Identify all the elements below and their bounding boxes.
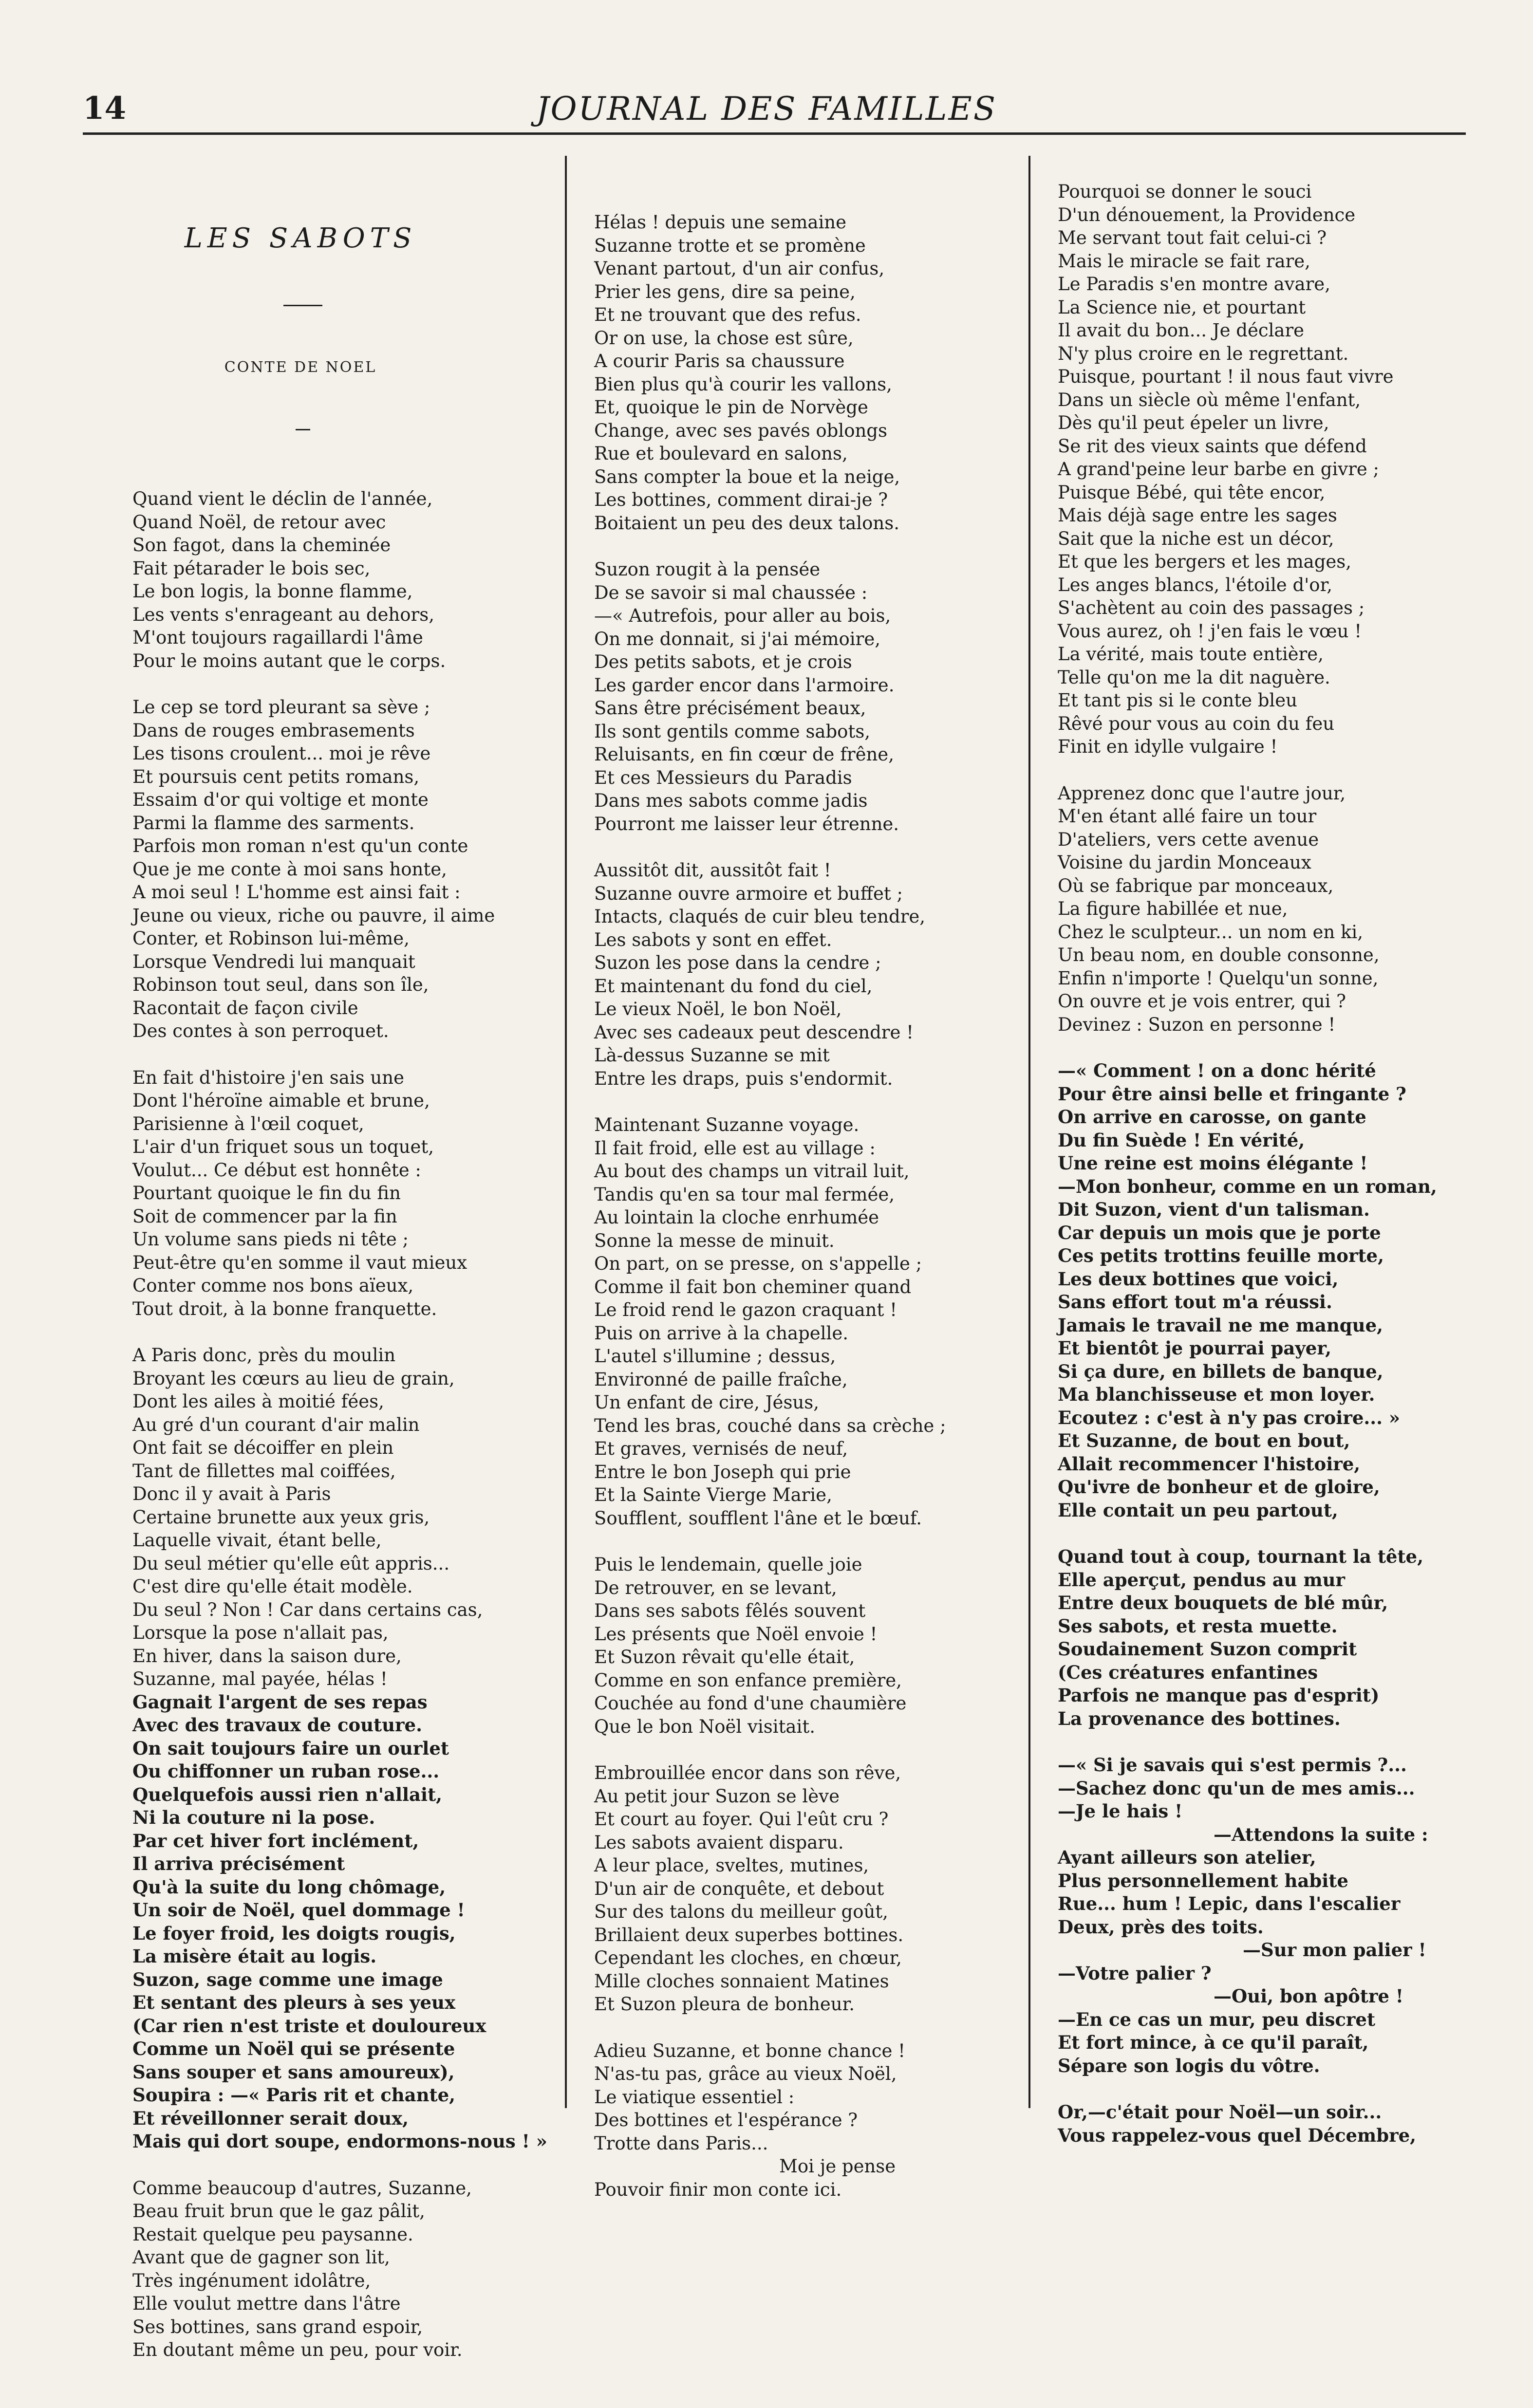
poem-line: Et, quoique le pin de Norvège	[594, 397, 868, 418]
poem-line: Sur des talons du meilleur goût,	[594, 1901, 888, 1922]
poem-line: Ou chiffonner un ruban rose...	[132, 1760, 440, 1782]
poem-line: Les anges blancs, l'étoile d'or,	[1058, 574, 1332, 595]
poem-line: Avec ses cadeaux peut descendre !	[594, 1021, 914, 1043]
poem-line: Mais déjà sage entre les sages	[1058, 505, 1337, 526]
poem-line: Le viatique essentiel :	[594, 2086, 795, 2108]
poem-line: La provenance des bottines.	[1058, 1707, 1341, 1729]
poem-line: Du seul métier qu'elle eût appris...	[132, 1553, 450, 1574]
poem-line: Pourquoi se donner le souci	[1058, 181, 1312, 202]
poem-line: Tout droit, à la bonne franquette.	[132, 1298, 437, 1319]
poem-line: Apprenez donc que l'autre jour,	[1058, 782, 1346, 804]
poem-line: Boitaient un peu des deux talons.	[594, 512, 899, 534]
column1-body	[132, 487, 561, 2362]
poem-line: Les deux bottines que voici,	[1058, 1268, 1339, 1290]
poem-line: On arrive en carosse, on gante	[1058, 1106, 1366, 1128]
poem-line: Entre le bon Joseph qui prie	[594, 1461, 851, 1482]
poem-line: Le bon logis, la bonne flamme,	[132, 581, 413, 602]
poem-title: LES SABOTS	[184, 222, 417, 254]
poem-line: Tandis qu'en sa tour mal fermée,	[594, 1184, 895, 1205]
poem-line: Suzanne trotte et se promène	[594, 235, 866, 256]
poem-line: Quand vient le déclin de l'année,	[132, 488, 433, 509]
poem-line: Dès qu'il peut épeler un livre,	[1058, 412, 1329, 433]
text-column-2	[594, 165, 1023, 2248]
poem-line: Telle qu'on me la dit naguère.	[1058, 667, 1330, 688]
text-column-1	[132, 161, 561, 2408]
poem-line: Dans un siècle où même l'enfant,	[1058, 389, 1361, 410]
poem-line: Par cet hiver fort inclément,	[132, 1830, 419, 1852]
poem-line: Hélas ! depuis une semaine	[594, 212, 847, 233]
poem-line: —Votre palier ?	[1058, 1962, 1212, 1984]
poem-line: Le foyer froid, les doigts rougis,	[132, 1922, 456, 1944]
poem-line: Le vieux Noël, le bon Noël,	[594, 999, 842, 1019]
poem-line: Un beau nom, en double consonne,	[1058, 945, 1380, 965]
poem-line: Au bout des champs un vitrail luit,	[594, 1161, 910, 1182]
poem-line: Ayant ailleurs son atelier,	[1058, 1847, 1316, 1868]
poem-line: Et la Sainte Vierge Marie,	[594, 1484, 832, 1505]
poem-line: Pourtant quoique le fin du fin	[132, 1183, 401, 1204]
stanza	[1058, 1545, 1486, 1730]
page-header	[0, 0, 1533, 146]
poem-line: Au lointain la cloche enrhumée	[594, 1207, 879, 1228]
poem-line: Peut-être qu'en somme il vaut mieux	[132, 1252, 467, 1273]
stanza	[594, 1113, 1023, 1530]
poem-line: —Je le hais !	[1058, 1800, 1183, 1822]
poem-line: Suzon rougit à la pensée	[594, 559, 821, 580]
poem-line: Bien plus qu'à courir les vallons,	[594, 373, 892, 395]
poem-line: Sans effort tout m'a réussi.	[1058, 1291, 1332, 1313]
poem-line: Les sabots y sont en effet.	[594, 929, 832, 950]
poem-line: Les bottines, comment dirai-je ?	[594, 489, 888, 510]
poem-line: Dont les ailes à moitié fées,	[132, 1391, 384, 1412]
poem-subtitle: CONTE DE NOEL	[224, 359, 377, 376]
poem-line: Soupira : —« Paris rit et chante,	[132, 2084, 456, 2106]
poem-line: Lorsque la pose n'allait pas,	[132, 1622, 389, 1643]
poem-line: Suzon, sage comme une image	[132, 1968, 443, 1990]
poem-line: Avec des travaux de couture.	[132, 1714, 422, 1736]
poem-line: Moi je pense	[779, 2156, 896, 2177]
poem-line: M'en étant allé faire un tour	[1058, 806, 1317, 827]
poem-line: Et réveillonner serait doux,	[132, 2107, 409, 2129]
poem-line: Et Suzanne, de bout en bout,	[1058, 1430, 1350, 1451]
column-divider-2	[1028, 156, 1030, 2108]
poem-line: Finit en idylle vulgaire !	[1058, 736, 1278, 757]
poem-line: Les sabots avaient disparu.	[594, 1832, 844, 1853]
poem-line: Certaine brunette aux yeux gris,	[132, 1506, 430, 1528]
poem-line: Mais le miracle se fait rare,	[1058, 250, 1310, 272]
poem-line: Suzanne, mal payée, hélas !	[132, 1668, 388, 1689]
poem-line: Le froid rend le gazon craquant !	[594, 1299, 897, 1320]
poem-line: Rue... hum ! Lepic, dans l'escalier	[1058, 1893, 1401, 1914]
poem-line: Or,—c'était pour Noël—un soir...	[1058, 2101, 1382, 2123]
poem-line: Le Paradis s'en montre avare,	[1058, 274, 1330, 295]
stanza	[132, 696, 561, 1043]
poem-line: Puis le lendemain, quelle joie	[594, 1554, 862, 1575]
poem-line: Du fin Suède ! En vérité,	[1058, 1129, 1305, 1151]
poem-line: Que le bon Noël visitait.	[594, 1716, 815, 1737]
poem-line: Ma blanchisseuse et mon loyer.	[1058, 1384, 1375, 1405]
poem-line: On me donnait, si j'ai mémoire,	[594, 628, 880, 649]
poem-line: Dit Suzon, vient d'un talisman.	[1058, 1199, 1370, 1220]
poem-line: Sans être précisément beaux,	[594, 698, 866, 719]
poem-line: Ont fait se décoiffer en plein	[132, 1437, 394, 1458]
poem-line: Et fort mince, à ce qu'il paraît,	[1058, 2032, 1369, 2053]
poem-line: Comme en son enfance première,	[594, 1669, 902, 1691]
poem-line: Il fait froid, elle est au village :	[594, 1137, 876, 1159]
poem-line: Les présents que Noël envoie !	[594, 1623, 878, 1645]
poem-line: L'autel s'illumine ; dessus,	[594, 1346, 836, 1367]
poem-line: Venant partout, d'un air confus,	[594, 258, 885, 279]
poem-line: Qu'à la suite du long chômage,	[132, 1876, 446, 1898]
poem-line: Pouvoir finir mon conte ici.	[594, 2179, 842, 2200]
poem-line: Sait que la niche est un décor,	[1058, 528, 1334, 549]
poem-line: Très ingénument idolâtre,	[132, 2270, 371, 2291]
stanza	[132, 1066, 561, 1321]
poem-line: —Attendons la suite :	[1214, 1823, 1428, 1845]
poem-line: Intacts, claqués de cuir bleu tendre,	[594, 906, 926, 927]
poem-line: Suzon les pose dans la cendre ;	[594, 952, 881, 973]
stanza	[1058, 1059, 1486, 1522]
poem-line: Entre deux bouquets de blé mûr,	[1058, 1592, 1388, 1613]
poem-line: Brillaient deux superbes bottines.	[594, 1924, 904, 1945]
poem-line: Prier les gens, dire sa peine,	[594, 281, 856, 302]
poem-line: Les tisons croulent... moi je rêve	[132, 743, 431, 764]
poem-line: Broyant les cœurs au lieu de grain,	[132, 1368, 455, 1389]
poem-line: S'achètent au coin des passages ;	[1058, 597, 1365, 618]
poem-line: Devinez : Suzon en personne !	[1058, 1014, 1336, 1035]
poem-line: Un soir de Noël, quel dommage !	[132, 1899, 465, 1921]
poem-line: Une reine est moins élégante !	[1058, 1152, 1368, 1174]
poem-line: Reluisants, en fin cœur de frêne,	[594, 744, 894, 765]
poem-line: Des contes à son perroquet.	[132, 1020, 389, 1041]
poem-line: M'ont toujours ragaillardi l'âme	[132, 627, 423, 648]
poem-line: La misère était au logis.	[132, 1945, 377, 1967]
poem-line: Tend les bras, couché dans sa crèche ;	[594, 1415, 946, 1436]
poem-line: D'ateliers, vers cette avenue	[1058, 829, 1319, 850]
poem-line: Un volume sans pieds ni tête ;	[132, 1229, 409, 1250]
poem-line: Voulut... Ce début est honnête :	[132, 1159, 421, 1181]
poem-line: Ses sabots, et resta muette.	[1058, 1615, 1338, 1637]
poem-line: On ouvre et je vois entrer, qui ?	[1058, 991, 1346, 1012]
poem-line: Gagnait l'argent de ses repas	[132, 1691, 428, 1713]
poem-line: Se rit des vieux saints que défend	[1058, 435, 1367, 457]
poem-line: Voisine du jardin Monceaux	[1058, 852, 1311, 873]
poem-line: —Mon bonheur, comme en un roman,	[1058, 1175, 1437, 1197]
poem-line: Quand tout à coup, tournant la tête,	[1058, 1546, 1423, 1567]
poem-line: La figure habillée et nue,	[1058, 898, 1288, 919]
poem-line: En fait d'histoire j'en sais une	[132, 1067, 404, 1088]
page-number: 14	[83, 90, 127, 127]
poem-line: Mais qui dort soupe, endormons-nous ! »	[132, 2130, 547, 2152]
poem-line: Sans souper et sans amoureux),	[132, 2061, 455, 2083]
poem-line: Et Suzon pleura de bonheur.	[594, 1994, 855, 2015]
poem-line: Là-dessus Suzanne se mit	[594, 1045, 830, 1066]
poem-line: Elle voulut mettre dans l'âtre	[132, 2293, 401, 2314]
text-column-3	[1058, 134, 1486, 2194]
column2-body	[594, 211, 1023, 2201]
poem-line: Elle aperçut, pendus au mur	[1058, 1569, 1345, 1591]
poem-line: A grand'peine leur barbe en givre ;	[1058, 459, 1380, 480]
poem-line: Dans ses sabots fêlés souvent	[594, 1600, 866, 1621]
poem-line: Laquelle vivait, étant belle,	[132, 1530, 382, 1551]
poem-line: Ces petits trottins feuille morte,	[1058, 1245, 1384, 1266]
poem-line: Son fagot, dans la cheminée	[132, 535, 391, 556]
poem-line: Parmi la flamme des sarments.	[132, 812, 415, 834]
poem-line: Soudainement Suzon comprit	[1058, 1638, 1357, 1660]
poem-line: A Paris donc, près du moulin	[132, 1345, 396, 1366]
poem-line: La Science nie, et pourtant	[1058, 296, 1306, 318]
poem-line: Racontait de façon civile	[132, 997, 358, 1019]
poem-line: Et maintenant du fond du ciel,	[594, 975, 873, 997]
poem-line: Pourront me laisser leur étrenne.	[594, 813, 899, 834]
poem-line: Il avait du bon... Je déclare	[1058, 320, 1305, 341]
poem-line: De se savoir si mal chaussée :	[594, 582, 868, 603]
poem-line: —Sachez donc qu'un de mes amis...	[1058, 1777, 1415, 1799]
stanza	[594, 2039, 1023, 2202]
stanza	[1058, 2101, 1486, 2147]
poem-line: Dans mes sabots comme jadis	[594, 790, 868, 811]
poem-line: Robinson tout seul, dans son île,	[132, 974, 429, 995]
stanza	[1058, 782, 1486, 1037]
subtitle-rule	[296, 429, 310, 430]
poem-line: Sonne la messe de minuit.	[594, 1230, 835, 1251]
poem-line: Au gré d'un courant d'air malin	[132, 1414, 420, 1435]
poem-line: Et sentant des pleurs à ses yeux	[132, 1992, 456, 2013]
poem-line: A moi seul ! L'homme est ainsi fait :	[132, 882, 461, 903]
poem-line: Plus personnellement habite	[1058, 1870, 1348, 1891]
stanza	[594, 558, 1023, 835]
poem-line: D'un air de conquête, et debout	[594, 1878, 884, 1899]
poem-line: Fait pétarader le bois sec,	[132, 557, 371, 579]
poem-line: Dans de rouges embrasements	[132, 720, 415, 741]
poem-line: —« Comment ! on a donc hérité	[1058, 1060, 1376, 1081]
poem-line: Elle contait un peu partout,	[1058, 1499, 1338, 1521]
poem-line: A courir Paris sa chaussure	[594, 351, 845, 371]
poem-line: Beau fruit brun que le gaz pâlit,	[132, 2201, 425, 2222]
poem-line: Maintenant Suzanne voyage.	[594, 1114, 860, 1135]
column3-body	[1058, 180, 1486, 2147]
journal-title: JOURNAL DES FAMILLES	[536, 90, 997, 128]
poem-line: —« Autrefois, pour aller au bois,	[594, 605, 891, 626]
stanza	[594, 1553, 1023, 1738]
poem-line: Du seul ? Non ! Car dans certains cas,	[132, 1599, 483, 1620]
poem-line: —Oui, bon apôtre !	[1214, 1985, 1404, 2007]
poem-line: Comme un Noël qui se présente	[132, 2038, 455, 2059]
poem-line: Donc il y avait à Paris	[132, 1483, 331, 1504]
poem-line: Parfois ne manque pas d'esprit)	[1058, 1685, 1380, 1706]
poem-line: Lorsque Vendredi lui manquait	[132, 951, 415, 972]
poem-line: Essaim d'or qui voltige et monte	[132, 789, 429, 810]
poem-line: Vous rappelez-vous quel Décembre,	[1058, 2124, 1416, 2146]
poem-line: Trotte dans Paris...	[594, 2132, 768, 2154]
poem-line: On sait toujours faire un ourlet	[132, 1737, 449, 1759]
poem-line: Aussitôt dit, aussitôt fait !	[594, 860, 831, 881]
poem-line: Entre les draps, puis s'endormit.	[594, 1068, 893, 1089]
poem-line: Le cep se tord pleurant sa sève ;	[132, 697, 430, 718]
poem-line: Parfois mon roman n'est qu'un conte	[132, 835, 468, 856]
poem-line: Restait quelque peu paysanne.	[132, 2223, 413, 2245]
poem-line: En doutant même un peu, pour voir.	[132, 2339, 463, 2360]
poem-line: Qu'ivre de bonheur et de gloire,	[1058, 1476, 1380, 1498]
poem-line: Si ça dure, en billets de banque,	[1058, 1360, 1383, 1382]
poem-line: Embrouillée encor dans son rêve,	[594, 1762, 901, 1783]
poem-line: Couchée au fond d'une chaumière	[594, 1693, 907, 1714]
poem-line: Des bottines et l'espérance ?	[594, 2110, 858, 2130]
poem-line: Rêvé pour vous au coin du feu	[1058, 713, 1335, 734]
poem-line: Deux, près des toits.	[1058, 1916, 1264, 1938]
stanza	[1058, 1754, 1486, 2077]
poem-line: Des petits sabots, et je crois	[594, 651, 852, 672]
poem-line: A leur place, sveltes, mutines,	[594, 1855, 869, 1876]
stanza	[594, 859, 1023, 1090]
poem-line: Puis on arrive à la chapelle.	[594, 1322, 848, 1344]
poem-line: Où se fabrique par monceaux,	[1058, 875, 1334, 896]
poem-line: Parisienne à l'œil coquet,	[132, 1113, 364, 1134]
poem-line: Ni la couture ni la pose.	[132, 1807, 375, 1828]
poem-line: Tant de fillettes mal coiffées,	[132, 1460, 396, 1482]
poem-line: On part, on se presse, on s'appelle ;	[594, 1253, 922, 1274]
poem-line: Et ces Messieurs du Paradis	[594, 767, 852, 788]
poem-line: L'air d'un friquet sous un toquet,	[132, 1136, 434, 1157]
poem-line: Quand Noël, de retour avec	[132, 511, 386, 533]
poem-line: Quelquefois aussi rien n'allait,	[132, 1783, 443, 1805]
poem-line: Sépare son logis du vôtre.	[1058, 2055, 1320, 2076]
poem-line: (Ces créatures enfantines	[1058, 1661, 1318, 1683]
poem-line: Puisque Bébé, qui tête encor,	[1058, 482, 1326, 503]
stanza	[594, 1761, 1023, 2016]
poem-line: —« Si je savais qui s'est permis ?...	[1058, 1754, 1407, 1776]
poem-line: Cependant les cloches, en chœur,	[594, 1947, 902, 1968]
poem-line: Et Suzon rêvait qu'elle était,	[594, 1647, 855, 1667]
poem-line: (Car rien n'est triste et douloureux	[132, 2015, 486, 2037]
stanza	[594, 211, 1023, 535]
poem-line: Et court au foyer. Qui l'eût cru ?	[594, 1809, 889, 1830]
poem-line: Mille cloches sonnaient Matines	[594, 1970, 889, 1992]
poem-line: Or on use, la chose est sûre,	[594, 327, 854, 349]
poem-line: D'un dénouement, la Providence	[1058, 204, 1356, 225]
poem-line: Allait recommencer l'histoire,	[1058, 1453, 1361, 1475]
poem-line: Ecoutez : c'est à n'y pas croire... »	[1058, 1407, 1401, 1428]
poem-line: Dont l'héroïne aimable et brune,	[132, 1090, 430, 1111]
poem-line: Et ne trouvant que des refus.	[594, 304, 861, 325]
title-rule	[283, 305, 322, 306]
poem-line: Conter comme nos bons aïeux,	[132, 1275, 414, 1296]
poem-line: Comme beaucoup d'autres, Suzanne,	[132, 2177, 472, 2199]
poem-line: Ses bottines, sans grand espoir,	[132, 2316, 423, 2337]
poem-line: Puisque, pourtant ! il nous faut vivre	[1058, 366, 1394, 387]
poem-line: Les garder encor dans l'armoire.	[594, 674, 895, 696]
poem-line: Soit de commencer par la fin	[132, 1205, 397, 1227]
poem-line: —Sur mon palier !	[1243, 1939, 1426, 1961]
poem-line: Change, avec ses pavés oblongs	[594, 420, 887, 441]
poem-line: N'y plus croire en le regrettant.	[1058, 343, 1349, 364]
poem-line: Et que les bergers et les mages,	[1058, 551, 1352, 572]
poem-line: Vous aurez, oh ! j'en fais le vœu !	[1058, 620, 1362, 642]
poem-line: C'est dire qu'elle était modèle.	[132, 1576, 413, 1597]
poem-line: Ils sont gentils comme sabots,	[594, 721, 871, 742]
poem-line: Et tant pis si le conte bleu	[1058, 690, 1297, 711]
poem-line: Il arriva précisément	[132, 1853, 345, 1874]
poem-line: Car depuis un mois que je porte	[1058, 1222, 1381, 1243]
poem-line: Enfin n'importe ! Quelqu'un sonne,	[1058, 967, 1379, 989]
poem-line: Chez le sculpteur... un nom en ki,	[1058, 921, 1363, 943]
poem-line: Pour être ainsi belle et fringante ?	[1058, 1083, 1406, 1105]
stanza	[132, 2177, 561, 2362]
poem-line: Jamais le travail ne me manque,	[1058, 1314, 1383, 1336]
poem-line: La vérité, mais toute entière,	[1058, 644, 1324, 665]
poem-line: Et bientôt je pourrai payer,	[1058, 1337, 1332, 1359]
poem-line: Et graves, vernisés de neuf,	[594, 1438, 848, 1459]
poem-line: Soufflent, soufflent l'âne et le bœuf.	[594, 1507, 922, 1529]
poem-line: De retrouver, en se levant,	[594, 1577, 837, 1598]
poem-line: Les vents s'enrageant au dehors,	[132, 604, 434, 625]
poem-line: Avant que de gagner son lit,	[132, 2247, 390, 2268]
poem-line: Conter, et Robinson lui-même,	[132, 928, 410, 949]
poem-line: Jeune ou vieux, riche ou pauvre, il aime	[132, 905, 495, 926]
poem-line: Pour le moins autant que le corps.	[132, 650, 446, 671]
stanza	[132, 487, 561, 672]
poem-line: Suzanne ouvre armoire et buffet ;	[594, 883, 903, 904]
stanza	[1058, 180, 1486, 759]
poem-line: Environné de paille fraîche,	[594, 1369, 848, 1390]
stanza	[132, 1344, 561, 2153]
poem-line: Adieu Suzanne, et bonne chance !	[594, 2040, 906, 2061]
poem-line: Rue et boulevard en salons,	[594, 443, 848, 464]
poem-line: Comme il fait bon cheminer quand	[594, 1276, 912, 1297]
column-divider-1	[565, 156, 567, 2108]
poem-line: Que je me conte à moi sans honte,	[132, 858, 447, 880]
poem-line: Au petit jour Suzon se lève	[594, 1785, 840, 1807]
poem-line: Sans compter la boue et la neige,	[594, 466, 900, 487]
poem-line: Me servant tout fait celui-ci ?	[1058, 227, 1327, 248]
poem-line: N'as-tu pas, grâce au vieux Noël,	[594, 2063, 897, 2084]
poem-line: Un enfant de cire, Jésus,	[594, 1392, 820, 1413]
poem-line: Et poursuis cent petits romans,	[132, 766, 420, 787]
poem-line: En hiver, dans la saison dure,	[132, 1645, 402, 1667]
poem-line: —En ce cas un mur, peu discret	[1058, 2008, 1376, 2030]
